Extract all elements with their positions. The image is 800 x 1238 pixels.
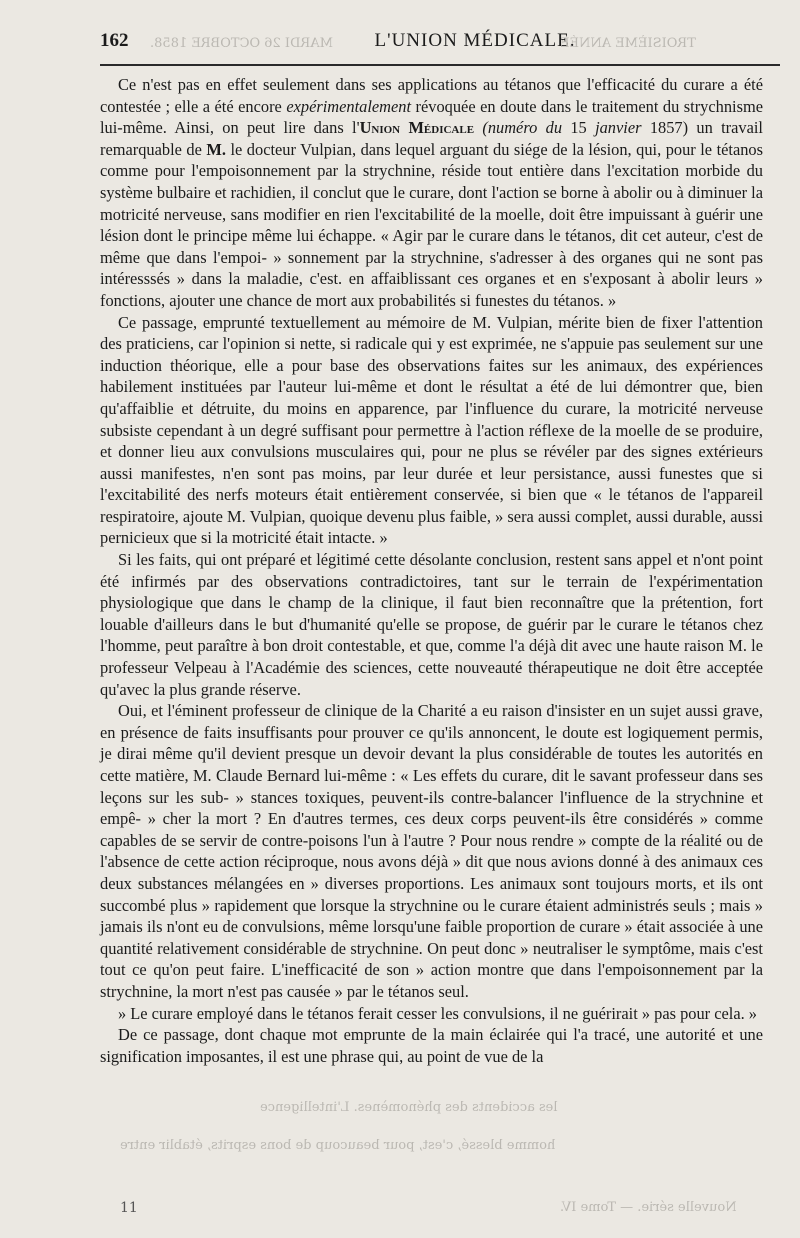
paragraph-4: Oui, et l'éminent professeur de clinique de la Charité a eu raison d'insister en un sujet aussi grave, en présence de faits insuffisants pour prouver ce qu'ils annoncent, le doute est logiquement permis, je dirai même qu'il devient presque un devoir devant la plus considérable de toutes les autorités en cette matière, M. Claude Bernard lui-même : « Les effets du curare, dit le savant professeur dans ses leçons sur les sub- » stances toxiques, peuvent-ils contre-balancer l'influence de la strychnine et empê- » cher la mort ? En d'autres termes, ces deux corps peuvent-ils être considérés » comme capables de se servir de contre-poisons l'un à l'autre ? Pour nous rendre » compte de la réalité ou de l'absence de cette action réciproque, nous avons déjà » dit que nous avions donné à des animaux ces deux substances mélangées en » diverses proportions. Les animaux sont toujours morts, et ils ont succombé plus » rapidement que lorsque la strychnine ou le curare étaient administrés seuls ; mais » jamais ils n'ont eu de convulsions, même lorsqu'une faible proportion de curare » était associée à une quantité relativement considérable de strychnine. On peut donc » neutraliser le symptôme, mais c'est tout ce qu'on peut faire. L'inefficacité de son » action montre que dans l'empoisonnement par la strychnine, la mort n'est pas causée » par le tétanos seul. (100, 701, 763, 1001)
show-through-text: TROISIÈME ANNÉE (560, 36, 696, 51)
page-number: 162 (100, 30, 129, 51)
show-through-text: MARDI 26 OCTOBRE 1858. (150, 36, 333, 51)
show-through-text: Nouvelle série. — Tome IV. (560, 1200, 737, 1215)
paragraph-3: Si les faits, qui ont préparé et légitimé cette désolante conclusion, restent sans appel et n'ont point été infirmés par des observations contradictoires, tant sur le terrain de l'expérimentation physiologique que dans le champ de la clinique, il faut bien reconnaître que la prétention, fort louable d'ailleurs dans le but d'humanité qu'elle se propose, de guérir par le curare le tétanos chez l'homme, peut paraître à bon droit contestable, et que, comme l'a déjà dit avec une haute raison M. le professeur Velpeau à l'Académie des sciences, cette nouveauté thérapeutique ne doit être acceptée qu'avec la plus grande réserve. (100, 550, 763, 699)
show-through-text: homme blessé, c'est, pour beaucoup de bons esprits, établir entre (120, 1138, 556, 1153)
paragraph-6: De ce passage, dont chaque mot emprunte de la main éclairée qui l'a tracé, une autorité et une signification imposantes, il est une phrase qui, au point de vue de la (100, 1025, 763, 1066)
page-footer: 11 (120, 1200, 138, 1216)
article-body (100, 74, 763, 1067)
paragraph-1: Ce n'est pas en effet seulement dans ses applications au tétanos que l'efficacité du curare a été contestée ; elle a été encore expérimentalement révoquée en doute dans le traitement du strychnisme lui-même. Ainsi, on peut lire dans l'Union Médicale (numéro du 15 janvier 1857) un travail remarquable de M. le docteur Vulpian, dans lequel arguant du siége de la lésion, qui, pour le tétanos comme pour l'empoisonnement par la strychnine, réside tout entière dans l'excitation morbide du système bulbaire et rachidien, il conclut que le curare, dont l'action se borne à abolir ou à diminuer la motricité nerveuse, sans modifier en rien l'excitabilité de la moelle, doit être impuissant à guérir une lésion dont le principe même lui échappe. « Agir par le curare dans le tétanos, dit cet auteur, c'est de même que dans l'empoi- » sonnement par la strychnine, s'adresser à des organes qui ne sont pas intéresssés » dans la maladie, c'est. en affaiblissant ces organes et en s'exposant à abolir leurs » fonctions, ajouter une chance de mort aux probabilités si funestes du tétanos. » (100, 75, 764, 310)
running-title: L'UNION MÉDICALE. (374, 30, 576, 51)
show-through-text: les accidents des phénomènes. L'intelligence (260, 1100, 558, 1115)
paragraph-2: Ce passage, emprunté textuellement au mémoire de M. Vulpian, mérite bien de fixer l'attention des praticiens, car l'opinion si nette, si radicale qui y est exprimée, ne s'appuie pas seulement sur une induction théorique, elle a pour base des observations faites sur les animaux, des expériences habilement instituées par l'auteur lui-même et dont le résultat a été de lui démontrer que, bien qu'affaiblie et détruite, du moins en apparence, par l'influence du curare, la motricité nerveuse subsiste cependant à un degré suffisant pour permettre à l'action réflexe de la moelle de se produire, et donner lieu aux convulsions musculaires qui, pour ne plus se révéler par des signes extérieurs aussi manifestes, n'en sont pas moins, par leur durée et leur persistance, aussi funestes que si l'excitabilité des nerfs moteurs était entièrement conservée, si bien que « le tétanos de l'appareil respiratoire, ajoute M. Vulpian, quoique devenu plus faible, » sera aussi complet, aussi durable, aussi pernicieux que si la motricité était intacte. » (100, 312, 763, 548)
header-rule (100, 64, 780, 66)
paragraph-5: » Le curare employé dans le tétanos ferait cesser les convulsions, il ne guérirait » pas pour cela. » (118, 1003, 758, 1023)
